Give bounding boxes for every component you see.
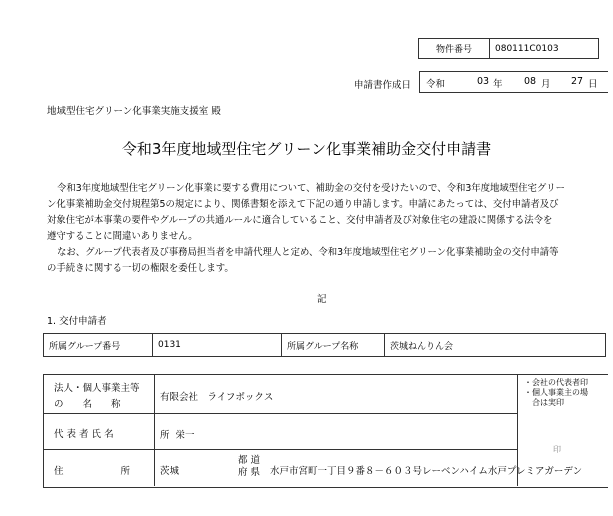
group-name-value: 茨城ねんりん会 [385,334,606,357]
document-title: 令和3年度地域型住宅グリーン化事業補助金交付申請書 [121,140,492,158]
applicant-row-divider-2 [43,449,517,450]
property-number-table [418,38,599,59]
property-number-value: 080111C0103 [490,39,599,59]
corp-label-line2: の 名 称 [54,399,121,410]
address-label: 住 所 [54,466,131,477]
rep-name-value: 所 栄一 [160,430,195,441]
applicant-row-divider-1 [43,413,517,414]
prefecture-suffix [238,455,260,479]
created-month-unit: 月 [541,79,551,90]
created-month: 08 [524,76,537,87]
created-year-unit: 年 [493,79,503,90]
created-era: 令和 [426,79,446,90]
body-p1-line2: ン化事業補助金交付規程第5の規定により、関係書類を添えて下記の通り申請します。申請にあたっては、交付申請者及び [47,199,559,210]
ki-heading: 記 [317,294,327,305]
group-no-label: 所属グループ番号 [44,334,153,357]
seal-note-1: ・会社の代表者印 [524,378,588,387]
corp-label-line1: 法人・個人事業主等 [54,383,140,394]
seal-note [524,378,588,408]
property-number-label: 物件番号 [419,39,490,59]
body-p2-line1: なお、グループ代表者及び事務局担当者を申請代理人と定め、令和3年度地域型住宅グリーン化事業補助金の交付申請等 [57,247,559,258]
applicant-divider-label [154,374,155,486]
seal-mark: 印 [553,445,561,454]
created-day: 27 [571,76,584,87]
group-no-value: 0131 [153,334,282,357]
to-do-label: 都 道 [238,455,261,466]
prefecture-value: 茨城 [160,466,180,477]
body-p2-line2: の手続きに関する一切の権限を委任します。 [47,263,234,274]
corp-name-value: 有限会社 ライフボックス [160,392,274,403]
body-p1-line1: 令和3年度地域型住宅グリーン化事業に要する費用について、補助金の交付を受けたいので、令和3年度地域型住宅グリー [57,183,566,194]
section-1-heading: 1. 交付申請者 [47,316,107,327]
rep-label: 代 表 者 氏 名 [54,429,114,440]
address-value: 水戸市宮町一丁目９番８－６０３号レーベンハイム水戸プレミアガーデン [270,466,583,477]
created-year: 03 [477,76,490,87]
group-table [43,333,606,357]
created-date-label: 申請書作成日 [354,80,412,91]
recipient: 地域型住宅グリーン化事業実施支援室 殿 [47,106,221,117]
fu-ken-label: 府 県 [238,467,261,478]
group-name-label: 所属グループ名称 [282,334,385,357]
seal-note-3: 合は実印 [532,398,564,407]
body-p1-line4: 遵守することに間違いありません。 [47,231,198,242]
created-day-unit: 日 [588,79,598,90]
body-p1-line3: 対象住宅が本事業の要件やグループの共通ルールに適合していること、交付申請者及び対象住宅の建設に関係する法令を [47,215,553,226]
seal-note-2: ・個人事業主の場 [524,388,588,397]
